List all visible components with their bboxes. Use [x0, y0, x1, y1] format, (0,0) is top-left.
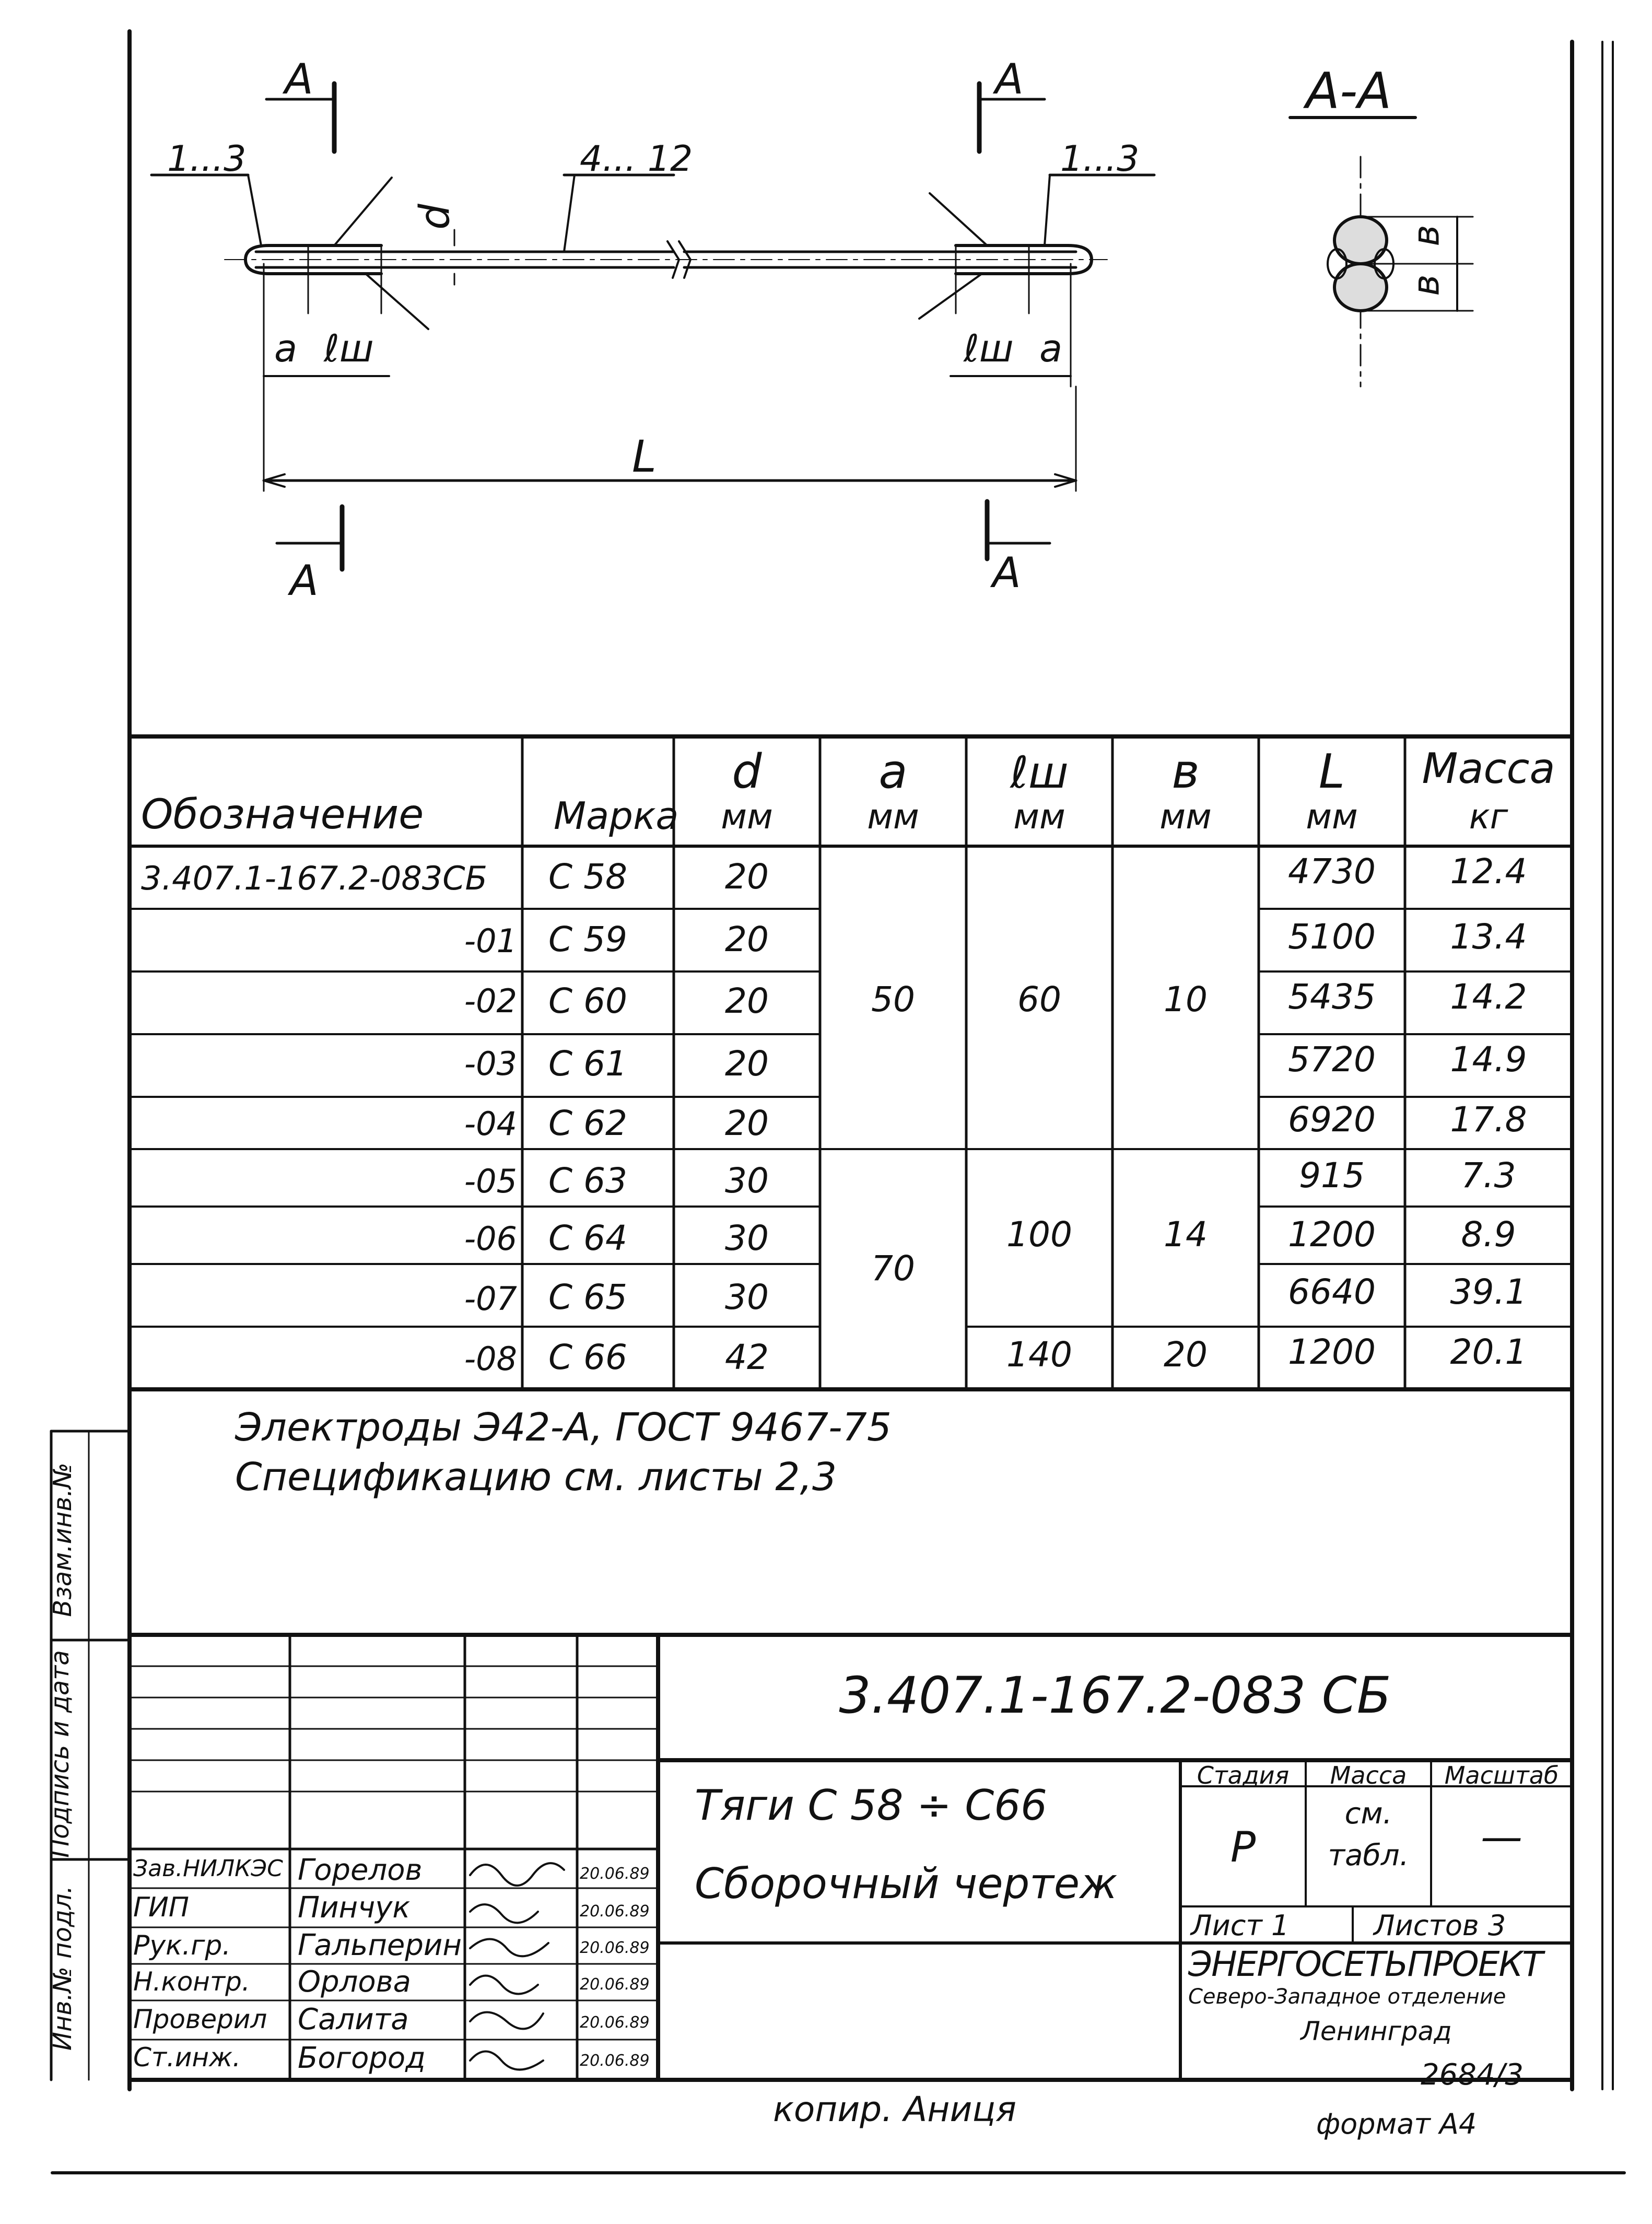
signatory-date: 20.06.89 [580, 2014, 650, 2032]
signatory-date: 20.06.89 [580, 1939, 650, 1957]
org-branch: Северо-Западное отделение [1188, 1985, 1506, 2009]
row-L: 6920 [1288, 1099, 1376, 1140]
header-lw-unit: мм [1013, 797, 1065, 837]
row-designation: -03 [464, 1045, 517, 1083]
row-d: 42 [725, 1337, 769, 1377]
merged-lw-group2: 100 [1006, 1214, 1072, 1255]
signatory-role: Н.контр. [133, 1967, 250, 1997]
row-d: 20 [725, 981, 769, 1021]
row-mark: С 59 [548, 919, 628, 959]
footer-copied: копир. Аниця [773, 2089, 1016, 2129]
row-designation: -08 [464, 1340, 517, 1378]
stage-value: Р [1230, 1823, 1256, 1871]
row-designation: 3.407.1-167.2-083СБ [141, 859, 488, 897]
row-L: 915 [1299, 1155, 1365, 1196]
signatory-name: Гальперин [298, 1928, 462, 1962]
row-L: 5100 [1288, 917, 1376, 957]
section-mark-bottom-right: А [992, 548, 1021, 597]
signatory-role: Ст.инж. [133, 2042, 241, 2073]
row-mass: 17.8 [1450, 1099, 1527, 1140]
header-d-top: d [732, 744, 762, 799]
row-mass: 14.9 [1450, 1039, 1527, 1080]
section-view-title: А-А [1306, 63, 1392, 120]
stage-header: Стадия [1197, 1761, 1290, 1789]
callout-rod: 4... 12 [580, 138, 693, 180]
row-d: 20 [725, 1044, 769, 1084]
note-electrodes: Электроды Э42-А, ГОСТ 9467-75 [235, 1405, 892, 1450]
row-mass: 8.9 [1461, 1214, 1516, 1255]
org-name: ЭНЕРГОСЕТЬПРОЕКТ [1188, 1944, 1542, 1984]
scale-header: Масштаб [1444, 1761, 1559, 1789]
row-mass: 39.1 [1450, 1272, 1527, 1312]
note-specification: Спецификацию см. листы 2,3 [235, 1455, 837, 1500]
header-b-unit: мм [1159, 797, 1212, 837]
header-a-top: a [878, 744, 908, 799]
signatory-name: Салита [298, 2003, 409, 2036]
signatory-date: 20.06.89 [580, 2052, 650, 2070]
row-mark: С 60 [548, 981, 628, 1021]
title-name-2: Сборочный чертеж [695, 1859, 1118, 1908]
org-city: Ленинград [1300, 2016, 1452, 2046]
section-mark-top-right: А [995, 55, 1024, 103]
header-mark: Марка [554, 794, 679, 838]
header-mass-unit: кг [1469, 797, 1508, 837]
merged-a-group1: 50 [871, 979, 915, 1020]
footer-number: 2684/3 [1421, 2058, 1524, 2092]
signatory-role: ГИП [133, 1892, 189, 1923]
row-mark: С 61 [548, 1044, 628, 1084]
row-d: 30 [725, 1277, 769, 1317]
dim-b-lower: в [1404, 274, 1448, 296]
header-L-unit: мм [1306, 797, 1358, 837]
row-d: 30 [725, 1161, 769, 1201]
row-L: 4730 [1288, 851, 1376, 892]
row-mark: С 66 [548, 1337, 628, 1377]
row-d: 20 [725, 1103, 769, 1143]
side-stamp-replace: Взам.инв.№ [48, 1462, 77, 1617]
row-designation: -04 [464, 1105, 517, 1143]
merged-lw-group1: 60 [1017, 979, 1061, 1020]
side-stamp-inv: Инв.№ подл. [48, 1886, 77, 2051]
dim-a-left: a [274, 326, 298, 370]
signatory-role: Проверил [133, 2004, 267, 2034]
callout-ends-right: 1...3 [1060, 138, 1140, 180]
row-L: 1200 [1288, 1332, 1376, 1372]
row-designation: -01 [464, 922, 517, 960]
merged-b-group1: 10 [1164, 979, 1208, 1020]
row-mark: С 58 [548, 857, 628, 897]
row-mass: 13.4 [1450, 917, 1527, 957]
row-mark: С 64 [548, 1218, 628, 1258]
signatory-date: 20.06.89 [580, 1902, 650, 1921]
merged-b-last: 20 [1164, 1335, 1208, 1375]
header-L-top: L [1318, 744, 1345, 799]
row-L: 6640 [1288, 1272, 1376, 1312]
mass-header: Масса [1330, 1761, 1407, 1789]
row-L: 5435 [1288, 977, 1376, 1017]
dim-L: L [632, 431, 657, 482]
side-stamp-signature: Подпись и дата [45, 1650, 75, 1858]
dim-lw-left: ℓш [324, 326, 374, 370]
signatory-role: Зав.НИЛКЭС [133, 1855, 283, 1882]
dim-b-upper: в [1404, 225, 1448, 247]
sheet-number: Лист 1 [1191, 1909, 1290, 1942]
row-mass: 20.1 [1450, 1332, 1527, 1372]
row-designation: -07 [464, 1280, 517, 1318]
signatory-role: Рук.гр. [133, 1930, 231, 1961]
row-mass: 7.3 [1461, 1155, 1516, 1196]
signatory-name: Орлова [298, 1965, 411, 1999]
header-a-unit: мм [867, 797, 919, 837]
row-designation: -05 [464, 1162, 517, 1200]
mass-value-1: см. [1344, 1797, 1392, 1831]
signatory-date: 20.06.89 [580, 1865, 650, 1883]
header-mass-top: Масса [1422, 744, 1555, 793]
row-mark: С 65 [548, 1277, 628, 1317]
row-mass: 12.4 [1450, 851, 1527, 892]
merged-b-group2: 14 [1164, 1214, 1208, 1255]
row-mass: 14.2 [1450, 977, 1527, 1017]
header-lw-top: ℓш [1010, 747, 1069, 798]
row-mark: С 62 [548, 1103, 628, 1143]
row-d: 20 [725, 919, 769, 959]
row-designation: -06 [464, 1220, 517, 1258]
row-L: 1200 [1288, 1214, 1376, 1255]
signatory-name: Горелов [298, 1853, 423, 1887]
dim-d-label: d [411, 204, 459, 230]
scale-value: — [1481, 1812, 1522, 1861]
mass-value-2: табл. [1328, 1839, 1409, 1872]
signatory-date: 20.06.89 [580, 1975, 650, 1994]
header-designation: Обозначение [141, 791, 424, 838]
row-designation: -02 [464, 982, 517, 1020]
row-d: 30 [725, 1218, 769, 1258]
header-b-top: в [1171, 744, 1200, 799]
title-name-1: Тяги С 58 ÷ С66 [695, 1781, 1048, 1830]
merged-a-group2: 70 [871, 1248, 915, 1289]
signatory-name: Богород [298, 2041, 426, 2075]
footer-format: формат А4 [1316, 2108, 1477, 2140]
section-mark-top-left: А [285, 55, 313, 103]
doc-code: 3.407.1-167.2-083 СБ [839, 1666, 1391, 1725]
sheets-total: Листов 3 [1374, 1909, 1506, 1942]
header-d-unit: мм [721, 797, 773, 837]
callout-ends-left: 1...3 [167, 138, 247, 180]
row-L: 5720 [1288, 1039, 1376, 1080]
section-mark-bottom-left: А [290, 556, 319, 605]
merged-lw-last: 140 [1006, 1335, 1072, 1375]
signatory-name: Пинчук [298, 1891, 411, 1925]
dim-lw-right: ℓш [964, 326, 1014, 370]
dim-a-right: a [1039, 326, 1063, 370]
row-mark: С 63 [548, 1161, 628, 1201]
row-d: 20 [725, 857, 769, 897]
